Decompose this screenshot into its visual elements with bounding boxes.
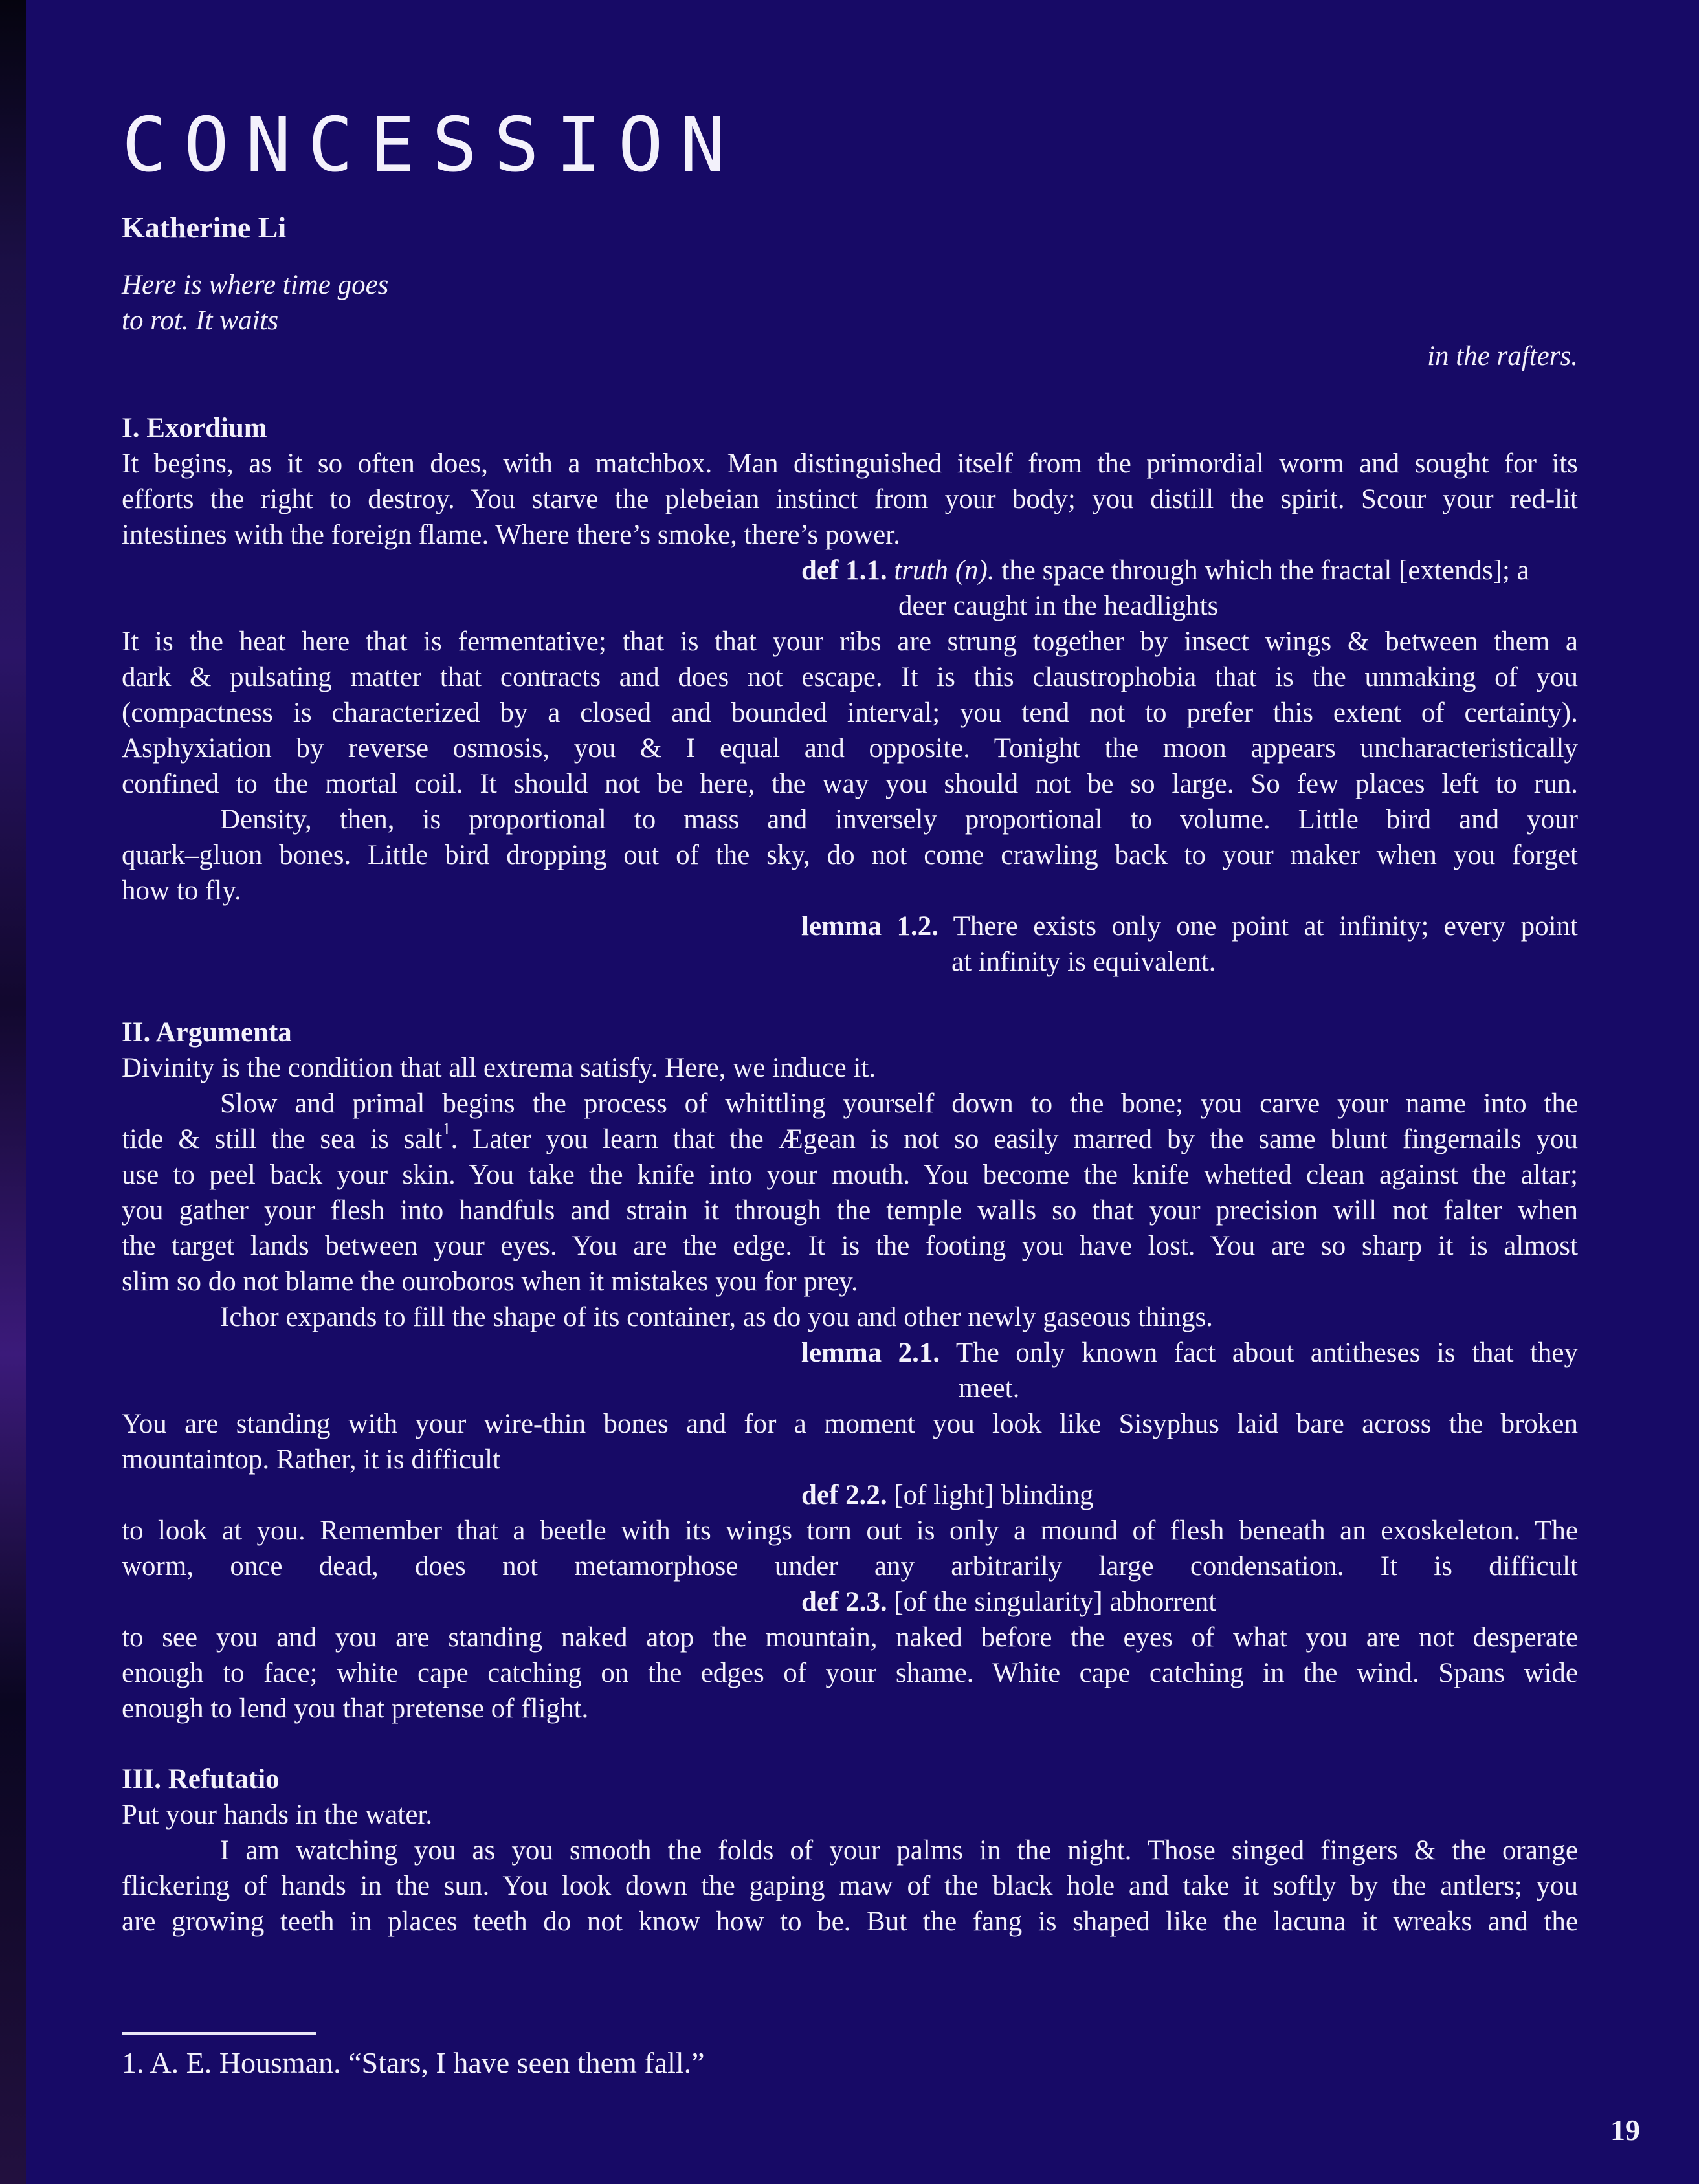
definition-label: def 1.1. (801, 555, 887, 586)
definition-text: [of light] blinding (894, 1480, 1094, 1510)
text-line: quark–gluon bones. Little bird dropping out of the sky, do not come crawling back to your maker when you forget (122, 840, 1578, 870)
footnote-divider (122, 2032, 316, 2035)
lemma-2-1 (122, 1335, 1578, 1371)
poem-title: CONCESSION (122, 102, 742, 189)
text-line: enough to face; white cape catching on the edges of your shame. White cape catching in the wind. Spans wide (122, 1658, 1578, 1688)
article-page (122, 0, 1578, 2184)
text-line: Density, then, is proportional to mass and inversely proportional to volume. Little bird and your (220, 804, 1578, 835)
text-line: intestines with the foreign flame. Where there’s smoke, there’s power. (122, 520, 900, 550)
section-exordium (122, 410, 1578, 980)
epigraph-line: Here is where time goes (122, 270, 389, 300)
definition-label: def 2.2. (801, 1480, 887, 1510)
page-edge-artwork (0, 0, 26, 2184)
definition-term: truth (n). (894, 555, 995, 586)
text-line: the target lands between your eyes. You are the edge. It is the footing you have lost. You are so sharp it is almost (122, 1231, 1578, 1261)
text-line: to look at you. Remember that a beetle with its wings torn out is only a mound of flesh beneath an exoskeleton. The (122, 1516, 1578, 1546)
definition-1-1 (122, 553, 1578, 588)
text-line-with-footnote (122, 1121, 1578, 1157)
definition-continuation: deer caught in the headlights (898, 591, 1219, 621)
section-refutatio (122, 1761, 1578, 1939)
text-line: use to peel back your skin. You take the knife into your mouth. You become the knife whetted clean against the altar; (122, 1160, 1578, 1190)
text-line: how to fly. (122, 876, 241, 906)
text-line: dark & pulsating matter that contracts and does not escape. It is this claustrophobia that is the unmaking of you (122, 662, 1578, 692)
footnote-reference[interactable]: 1 (442, 1121, 451, 1138)
section-argumenta (122, 1015, 1578, 1726)
lemma-continuation: at infinity is equivalent. (951, 947, 1216, 977)
text-line: Divinity is the condition that all extrema satisfy. Here, we induce it. (122, 1053, 876, 1083)
lemma-text: The only known fact about antitheses is that they (955, 1338, 1578, 1368)
text-line: It is the heat here that is fermentative; that is that your ribs are strung together by insect wings & between them a (122, 626, 1578, 657)
definition-text: the space through which the fractal [extends]; a (1001, 555, 1529, 586)
text-line: Put your hands in the water. (122, 1800, 433, 1830)
text-line: You are standing with your wire-thin bones and for a moment you look like Sisyphus laid bare across the broken (122, 1409, 1578, 1439)
text-line: efforts the right to destroy. You starve the plebeian instinct from your body; you distill the spirit. Scour your red-lit (122, 484, 1578, 514)
epigraph-line: to rot. It waits (122, 305, 279, 336)
text-line: Asphyxiation by reverse osmosis, you & I equal and opposite. Tonight the moon appears uncharacteristically (122, 733, 1578, 764)
page-number: 19 (1610, 2113, 1640, 2146)
text-fragment: . Later you learn that the Ægean is not so easily marred by the same blunt fingernails you (450, 1124, 1578, 1154)
text-line: mountaintop. Rather, it is difficult (122, 1444, 501, 1475)
text-line: Ichor expands to fill the shape of its container, as do you and other newly gaseous things. (220, 1302, 1213, 1332)
text-line: are growing teeth in places teeth do not know how to be. But the fang is shaped like the lacuna it wreaks and the (122, 1906, 1578, 1937)
section-heading: I. Exordium (122, 413, 267, 443)
text-line: confined to the mortal coil. It should not be here, the way you should not be so large. So few places left to run. (122, 769, 1578, 799)
epigraph (122, 267, 1578, 374)
text-line: you gather your flesh into handfuls and strain it through the temple walls so that your precision will not falter when (122, 1195, 1578, 1226)
text-line: slim so do not blame the ouroboros when it mistakes you for prey. (122, 1266, 858, 1297)
text-line: flickering of hands in the sun. You look down the gaping maw of the black hole and take it softly by the antlers; you (122, 1871, 1578, 1901)
footnote: 1. A. E. Housman. “Stars, I have seen them fall.” (122, 2046, 705, 2079)
lemma-text: There exists only one point at infinity; every point (953, 911, 1578, 942)
lemma-1-2 (122, 909, 1578, 944)
text-fragment: tide & still the sea is salt (122, 1124, 443, 1154)
text-line: I am watching you as you smooth the folds of your palms in the night. Those singed fingers & the orange (220, 1835, 1578, 1866)
text-line: Slow and primal begins the process of whittling yourself down to the bone; you carve your name into the (220, 1088, 1578, 1119)
lemma-continuation: meet. (959, 1373, 1020, 1404)
lemma-label: lemma 1.2. (801, 911, 939, 942)
section-heading: II. Argumenta (122, 1017, 292, 1048)
text-line: to see you and you are standing naked atop the mountain, naked before the eyes of what you are not desperate (122, 1622, 1578, 1653)
lemma-label: lemma 2.1. (801, 1338, 940, 1368)
definition-text: [of the singularity] abhorrent (894, 1587, 1217, 1617)
author-name: Katherine Li (122, 211, 287, 244)
text-line: worm, once dead, does not metamorphose under any arbitrarily large condensation. It is difficult (122, 1551, 1578, 1582)
text-line: It begins, as it so often does, with a matchbox. Man distinguished itself from the primordial worm and sought for its (122, 448, 1578, 479)
text-line: enough to lend you that pretense of flight. (122, 1693, 589, 1724)
epigraph-line: in the rafters. (1427, 341, 1578, 371)
definition-label: def 2.3. (801, 1587, 887, 1617)
definition-2-2 (122, 1477, 1578, 1513)
definition-2-3 (122, 1584, 1578, 1620)
text-line: (compactness is characterized by a closed and bounded interval; you tend not to prefer this extent of certainty). (122, 698, 1578, 728)
section-heading: III. Refutatio (122, 1764, 280, 1794)
